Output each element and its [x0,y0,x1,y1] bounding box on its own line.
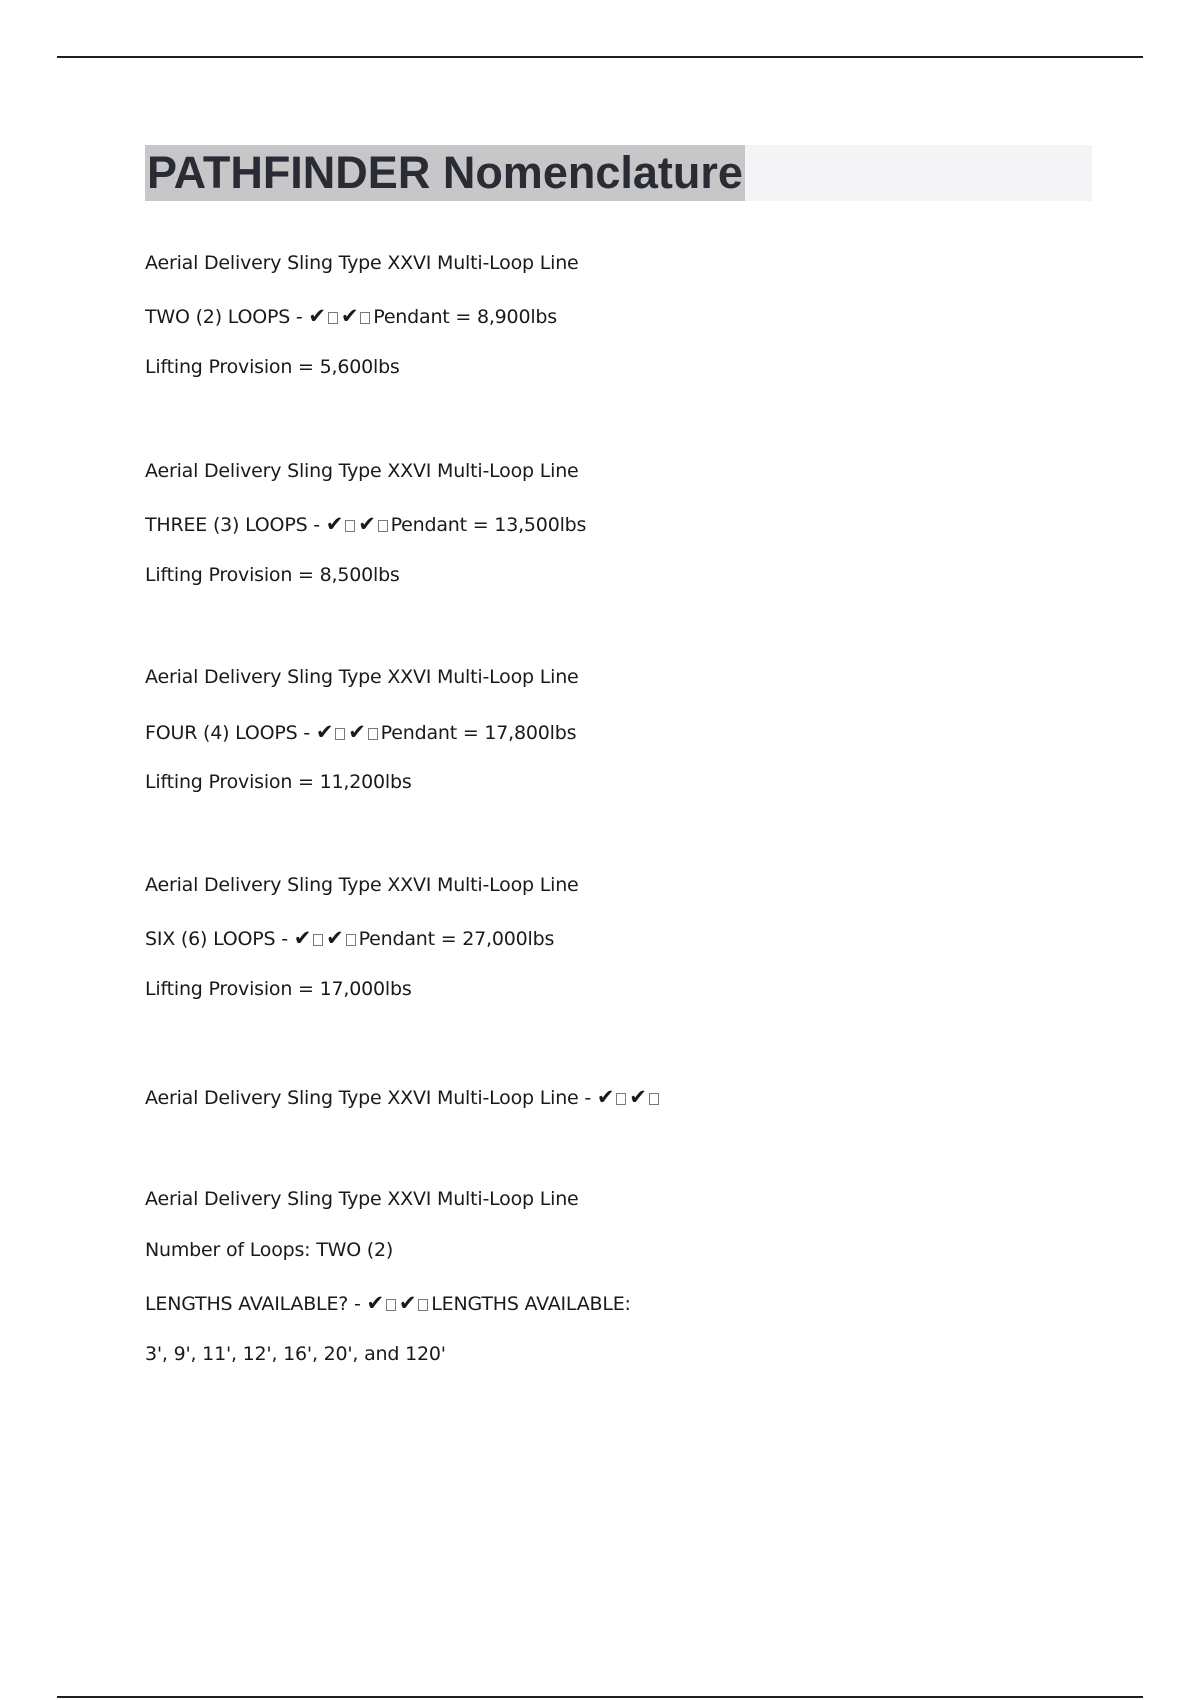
box-icon [313,934,323,946]
box-icon [649,1093,659,1105]
block-3-heading: Aerial Delivery Sling Type XXVI Multi-Loop Line [145,666,579,688]
block-4-heading: Aerial Delivery Sling Type XXVI Multi-Loop Line [145,874,579,896]
block-2-qa-line [145,512,586,536]
block-1-answer: Pendant = 8,900lbs [373,306,557,328]
page-title: PATHFINDER Nomenclature [145,145,745,201]
block-4-question: SIX (6) LOOPS - [145,928,294,950]
block-3-question: FOUR (4) LOOPS - [145,722,316,744]
box-icon [360,312,370,324]
box-icon [346,934,356,946]
block-5-qa-line [145,1085,662,1109]
block-2-question: THREE (3) LOOPS - [145,514,326,536]
box-icon [418,1299,428,1311]
block-4-detail: Lifting Provision = 17,000lbs [145,978,412,1000]
block-3-detail: Lifting Provision = 11,200lbs [145,771,412,793]
block-6-qa-line [145,1291,631,1315]
block-4-qa-line [145,926,554,950]
block-1-question: TWO (2) LOOPS - [145,306,309,328]
check-icon: ✔ [293,926,312,950]
check-icon: ✔ [398,1291,417,1315]
block-1-detail: Lifting Provision = 5,600lbs [145,356,400,378]
check-icon: ✔ [358,512,376,536]
block-6-detail: 3', 9', 11', 12', 16', 20', and 120' [145,1343,446,1365]
check-icon: ✔ [308,304,326,328]
block-2-detail: Lifting Provision = 8,500lbs [145,564,400,586]
block-1-heading: Aerial Delivery Sling Type XXVI Multi-Loop Line [145,252,579,274]
block-6-subheading: Number of Loops: TWO (2) [145,1239,394,1261]
block-5-question: Aerial Delivery Sling Type XXVI Multi-Loop Line - [145,1087,597,1109]
block-3-qa-line [145,720,576,744]
check-icon: ✔ [596,1085,615,1109]
footer-rule [57,1696,1143,1698]
check-icon: ✔ [325,512,344,536]
check-icon: ✔ [366,1291,384,1315]
block-3-answer: Pendant = 17,800lbs [380,722,577,744]
block-6-answer: LENGTHS AVAILABLE: [431,1293,631,1315]
box-icon [378,520,388,532]
check-icon: ✔ [340,304,359,328]
header-rule [57,56,1143,58]
box-icon [386,1299,396,1311]
block-2-answer: Pendant = 13,500lbs [390,514,587,536]
block-6-question: LENGTHS AVAILABLE? - [145,1293,367,1315]
block-4-answer: Pendant = 27,000lbs [358,928,555,950]
block-6-heading: Aerial Delivery Sling Type XXVI Multi-Loop Line [145,1188,579,1210]
block-1-qa-line [145,304,557,328]
check-icon: ✔ [315,720,334,744]
block-2-heading: Aerial Delivery Sling Type XXVI Multi-Loop Line [145,460,579,482]
check-icon: ✔ [629,1085,647,1109]
box-icon [616,1093,626,1105]
check-icon: ✔ [326,926,344,950]
check-icon: ✔ [348,720,366,744]
box-icon [345,520,355,532]
box-icon [368,728,378,740]
box-icon [328,312,338,324]
box-icon [335,728,345,740]
